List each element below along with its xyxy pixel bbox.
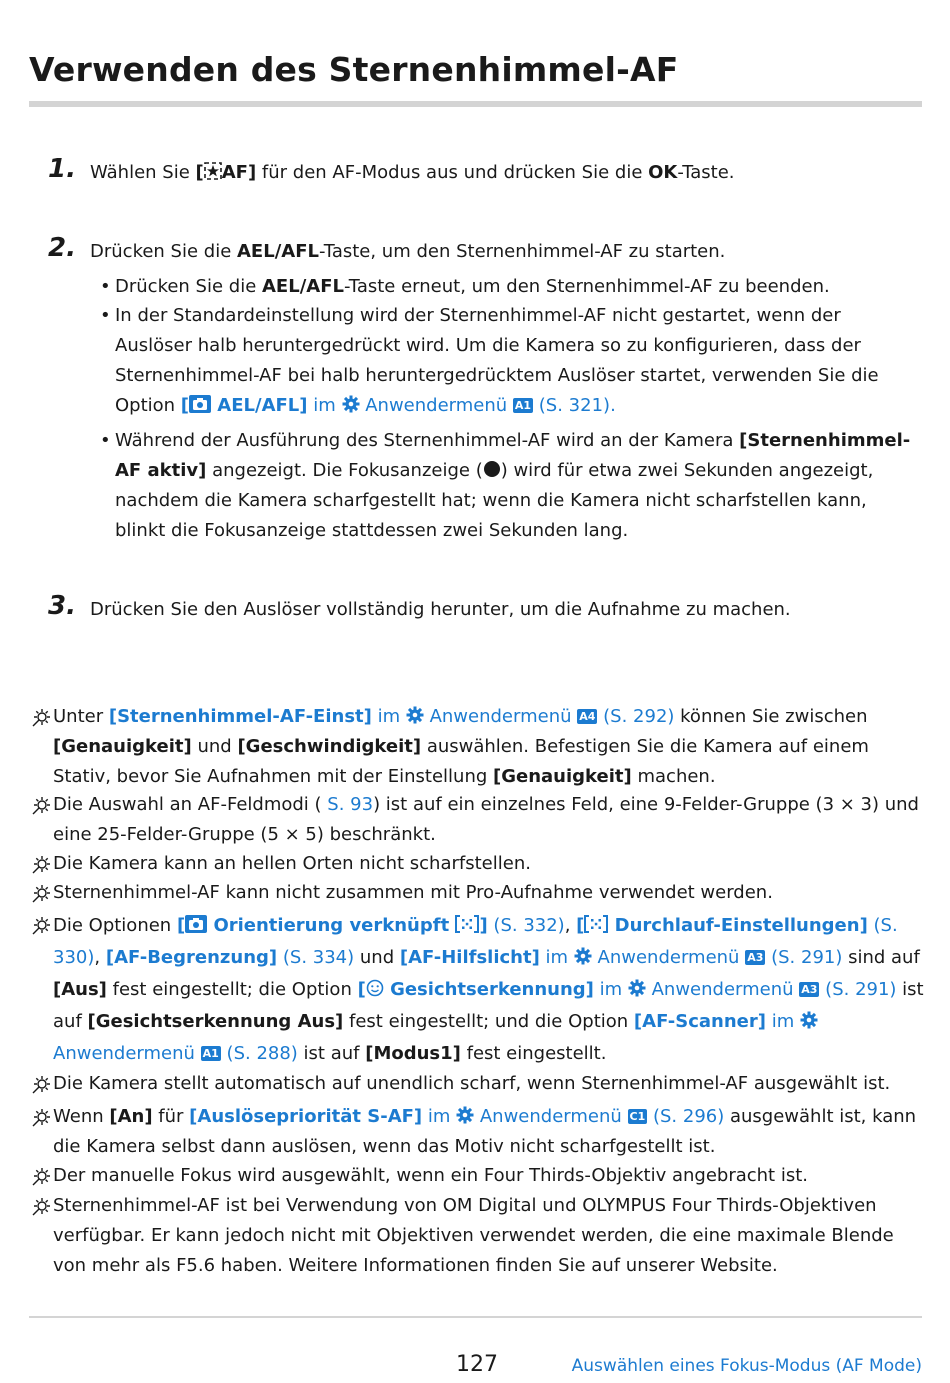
step-text: Wählen Sie [ AF] für den AF-Modus aus und drücken Sie die OK-Taste. [90, 162, 735, 183]
setting-link[interactable]: [Auslösepriorität S-AF] im Anwendermenü C1 (S. 296) [189, 1106, 725, 1127]
af-area-icon [455, 915, 479, 933]
section-link[interactable]: Auswählen eines Fokus-Modus (AF Mode) [571, 1356, 922, 1376]
menu-tab-badge: A1 [514, 399, 532, 412]
title-divider [29, 101, 922, 107]
setting-link[interactable]: [AF-Hilfslicht] im Anwendermenü A3 (S. 291) [399, 947, 843, 968]
menu-tab-badge: A4 [579, 710, 596, 723]
menu-tab-badge: A3 [747, 951, 764, 964]
menu-tab-badge: A1 [202, 1047, 219, 1060]
hint-icon [29, 916, 51, 938]
starry-sky-af-icon [204, 162, 222, 180]
hint-item: Unter [Sternenhimmel-AF-Einst] im Anwendermenü A4 (S. 292) können Sie zwischen [Genauigkeit] und [Geschwindigkeit] auswählen. Befestigen Sie die Kamera auf einem Stativ, bevor Sie Aufnahmen mit der Einstellung [Genauigkeit] machen. [29, 702, 924, 792]
page-reference-link[interactable]: S. 93 [321, 794, 374, 815]
gear-icon [342, 395, 360, 413]
step-number: 2. [48, 233, 76, 263]
bullet-item: • Während der Ausführung des Sternenhimmel-AF wird an der Kamera [Sternenhimmel-AF aktiv] angezeigt. Die Fokusanzeige ( ) wird für etwa zwei Sekunden angezeigt, nachdem die Kamera scharfgestellt hat; wenn die Kamera nicht scharfstellen kann, blinkt die Fokusanzeige stattdessen zwei Sekunden lang. [100, 430, 911, 541]
hint-item: Wenn [An] für [Auslösepriorität S-AF] im Anwendermenü C1 (S. 296) ausgewählt ist, kann die Kamera selbst dann auslösen, wenn das Motiv nicht scharfgestellt ist. [29, 1102, 924, 1162]
hint-icon [29, 884, 51, 906]
step-text: Drücken Sie die AEL/AFL-Taste, um den Sternenhimmel-AF zu starten. [90, 241, 726, 262]
hint-icon [29, 1075, 51, 1097]
hint-item: Die Kamera stellt automatisch auf unendlich scharf, wenn Sternenhimmel-AF ausgewählt ist. [29, 1069, 924, 1099]
focus-indicator-icon [483, 460, 501, 478]
menu-tab-badge: A3 [801, 983, 818, 996]
camera-icon [189, 395, 211, 413]
footer-divider [29, 1316, 922, 1318]
setting-link[interactable]: [AF-Scanner] im Anwendermenü A1 (S. 288) [53, 1011, 818, 1064]
hint-item: Die Auswahl an AF-Feldmodi ( S. 93) ist auf ein einzelnes Feld, eine 9-Felder-Gruppe (3 × 3) und eine 25-Felder-Gruppe (5 × 5) beschränkt. [29, 790, 924, 850]
hint-icon [29, 1167, 51, 1189]
hint-item: Sternenhimmel-AF ist bei Verwendung von OM Digital und OLYMPUS Four Thirds-Objektiven verfügbar. Er kann jedoch nicht mit Objektiven verwendet werden, die eine maximale Blende von mehr als F5.6 haben. Weitere Informationen finden Sie auf unserer Website. [29, 1191, 924, 1281]
setting-link[interactable]: [Sternenhimmel-AF-Einst] im Anwendermenü A4 (S. 292) [108, 706, 675, 727]
setting-link[interactable]: [ Durchlauf-Einstellungen] (S. 330) [53, 915, 898, 968]
hint-icon [29, 796, 51, 818]
menu-tab-badge: C1 [629, 1110, 646, 1123]
hint-item: Die Optionen [ Orientierung verknüpft ] (S. 332), [ Durchlauf-Einstellungen] (S. 330), [AF-Begrenzung] (S. 334) und [AF-Hilfslicht] im Anwendermenü A3 (S. 291) sind auf [Aus] fest eingestellt; die Option [ Gesichtserkennung] im Anwendermenü A3 (S. 291) ist auf [Gesichtserkennung Aus] fest eingestellt; und die Option [AF-Scanner] im Anwendermenü A1 (S. 288) ist auf [Modus1] fest eingestellt. [29, 910, 924, 1070]
hint-item: Die Kamera kann an hellen Orten nicht scharfstellen. [29, 849, 924, 879]
gear-icon [406, 706, 424, 724]
af-area-icon [584, 915, 608, 933]
option-link[interactable]: [ AEL/AFL] im [180, 395, 336, 416]
setting-link[interactable]: [AF-Begrenzung] (S. 334) [105, 947, 355, 968]
hint-icon [29, 855, 51, 877]
page-title: Verwenden des Sternenhimmel-AF [29, 50, 679, 89]
hint-icon [29, 1108, 51, 1130]
custom-menu-link[interactable]: Anwendermenü A1 (S. 321) [342, 395, 611, 416]
step-number: 1. [48, 154, 76, 184]
page-number: 127 [456, 1352, 498, 1377]
step-text: Drücken Sie den Auslöser vollständig herunter, um die Aufnahme zu machen. [90, 599, 791, 620]
gear-icon [574, 947, 592, 965]
face-detect-icon [366, 979, 384, 997]
hint-item: Der manuelle Fokus wird ausgewählt, wenn ein Four Thirds-Objektiv angebracht ist. [29, 1161, 924, 1191]
bullet-item: • In der Standardeinstellung wird der Sternenhimmel-AF nicht gestartet, wenn der Auslöser halb heruntergedrückt wird. Um die Kamera so zu konfigurieren, dass der Sternenhimmel-AF bei halb heruntergedrücktem Auslöser startet, verwenden Sie die Option [ AEL/AFL] im Anwendermenü A1 (S. 321). [100, 305, 879, 416]
setting-link[interactable]: [ Gesichtserkennung] im Anwendermenü A3 (S. 291) [357, 979, 897, 1000]
gear-icon [456, 1106, 474, 1124]
gear-icon [628, 979, 646, 997]
gear-icon [800, 1011, 818, 1029]
camera-icon [185, 915, 207, 933]
hint-icon [29, 1197, 51, 1219]
setting-link[interactable]: [ Orientierung verknüpft ] (S. 332) [176, 915, 565, 936]
hint-item: Sternenhimmel-AF kann nicht zusammen mit Pro-Aufnahme verwendet werden. [29, 878, 924, 908]
bullet-item: • Drücken Sie die AEL/AFL-Taste erneut, um den Sternenhimmel-AF zu beenden. [100, 276, 830, 297]
hint-icon [29, 708, 51, 730]
step-number: 3. [48, 591, 76, 621]
